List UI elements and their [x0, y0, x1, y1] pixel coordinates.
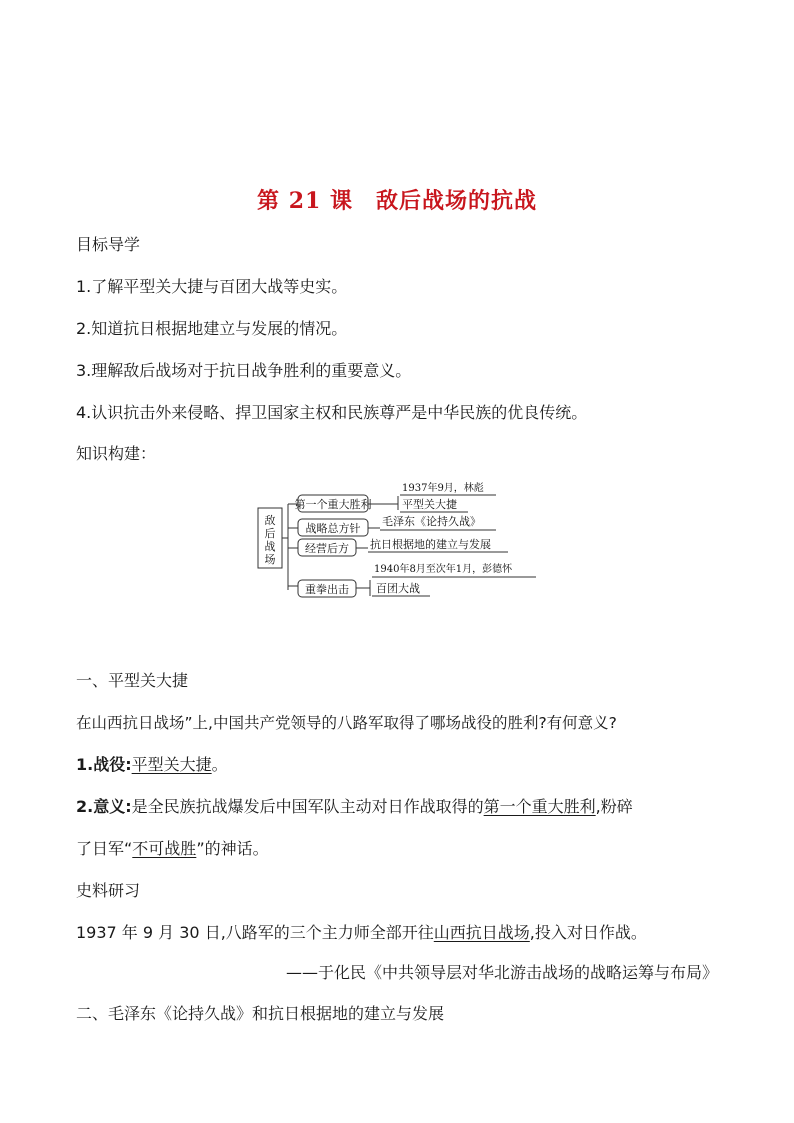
- diagram-root-c2: 后: [264, 527, 276, 540]
- section2-heading: 二、毛泽东《论持久战》和抗日根据地的建立与发展: [76, 1004, 445, 1023]
- branch-4-label: 重拳出击: [305, 583, 349, 596]
- battle-label: 1.战役:: [76, 755, 132, 774]
- source-post: ,投入对日作战。: [529, 923, 647, 942]
- source-pre: 1937 年 9 月 30 日,八路军的三个主力师全部开往: [76, 923, 434, 942]
- study-heading: 史料研习: [76, 881, 141, 900]
- branch-2-result: 毛泽东《论持久战》: [382, 515, 481, 528]
- meaning-l2-post: ”的神话。: [196, 839, 269, 858]
- branch-1-note: 1937年9月，林彪: [402, 483, 484, 494]
- meaning-underline-1: 第一个重大胜利: [483, 797, 596, 816]
- branch-4-note: 1940年8月至次年1月，彭德怀: [374, 564, 513, 575]
- meaning-underline-2: 不可战胜: [132, 839, 197, 858]
- goal-item-4: 4.认识抗击外来侵略、捍卫国家主权和民族尊严是中华民族的优良传统。: [76, 403, 588, 422]
- battle-line: [76, 752, 228, 775]
- section1-heading: 一、平型关大捷: [76, 671, 189, 690]
- goal-item-3: 3.理解敌后战场对于抗日战争胜利的重要意义。: [76, 361, 412, 380]
- diagram-root-c1: 敌: [264, 514, 276, 527]
- branch-4-result: 百团大战: [376, 582, 420, 595]
- battle-value: 平型关大捷: [131, 755, 212, 774]
- section1-question: 在山西抗日战场”上,中国共产党领导的八路军取得了哪场战役的胜利?有何意义?: [76, 714, 617, 732]
- source-underline: 山西抗日战场: [433, 923, 530, 942]
- source-citation: ——于化民《中共领导层对华北游击战场的战略运筹与布局》: [285, 963, 718, 982]
- meaning-label: 2.意义:: [76, 797, 132, 816]
- battle-end: 。: [211, 755, 228, 774]
- meaning-line-2: [76, 836, 269, 859]
- branch-1-result: 平型关大捷: [402, 498, 457, 511]
- meaning-line-1: [76, 794, 633, 817]
- goals-heading: 目标导学: [76, 235, 141, 254]
- branch-1-label: 第一个重大胜利: [294, 498, 372, 511]
- branch-3-result: 抗日根据地的建立与发展: [370, 538, 491, 551]
- goal-item-1: 1.了解平型关大捷与百团大战等史实。: [76, 277, 348, 296]
- knowledge-diagram: [250, 478, 550, 604]
- meaning-text-pre: 是全民族抗战爆发后中国军队主动对日作战取得的: [131, 797, 484, 816]
- page-title: 第 21 课 敌后战场的抗战: [257, 188, 537, 214]
- source-line: [76, 920, 647, 943]
- goal-item-2: 2.知道抗日根据地建立与发展的情况。: [76, 319, 348, 338]
- meaning-l2-pre: 了日军“: [76, 839, 133, 858]
- diagram-root-c4: 场: [264, 553, 276, 566]
- diagram-root-c3: 战: [264, 540, 276, 553]
- knowledge-heading: 知识构建：: [76, 444, 157, 463]
- meaning-text-mid: ,粉碎: [595, 797, 633, 816]
- branch-2-label: 战略总方针: [305, 522, 361, 535]
- branch-3-label: 经营后方: [305, 542, 349, 555]
